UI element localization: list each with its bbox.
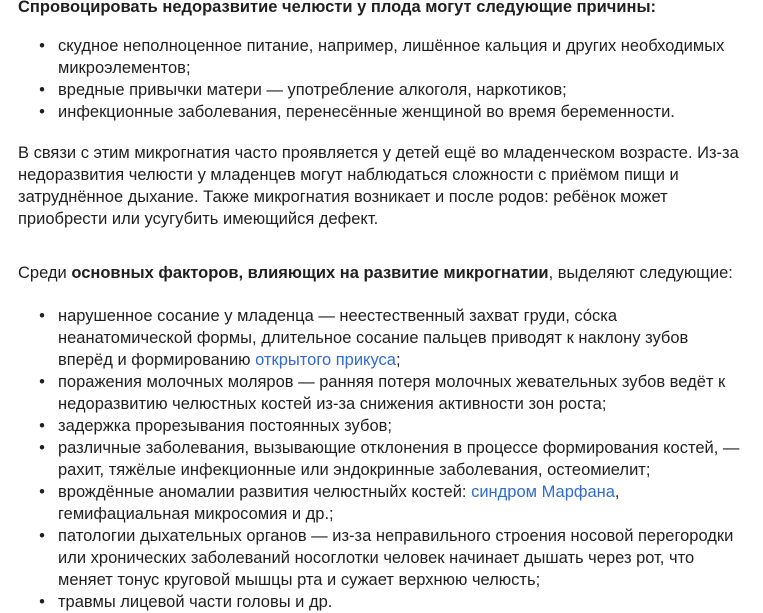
list-item-text: травмы лицевой части головы и др. xyxy=(58,593,333,611)
list-item-text: инфекционные заболевания, перенесённые женщиной во время беременности. xyxy=(58,103,675,121)
list-item xyxy=(18,525,745,591)
list-item xyxy=(18,437,745,481)
causes-heading: Спровоцировать недоразвитие челюсти у плода могут следующие причины: xyxy=(18,0,657,16)
bullet-icon: • xyxy=(39,307,45,325)
causes-list xyxy=(18,35,745,123)
bullet-icon: • xyxy=(39,417,45,435)
list-item-text: нарушенное сосание у младенца — неестественный захват груди, со́ска неанатомической формы, длительное сосание пальцев приводят к наклону зубов вперёд и формированию xyxy=(58,307,689,369)
list-item xyxy=(18,481,745,525)
intro-paragraph: В связи с этим микрогнатия часто проявляется у детей ещё во младенческом возрасте. Из-за недоразвития челюсти у младенцев могут наблюдаться сложности с приёмом пищи и затруднённое дыхание. Также микрогнатия возникает и после родов: ребёнок может приобрести или усугубить имеющийся дефект. xyxy=(18,144,739,228)
list-item-text: задержка прорезывания постоянных зубов; xyxy=(58,417,392,435)
bullet-icon: • xyxy=(39,439,45,457)
marfan-syndrome-link[interactable]: синдром Марфана xyxy=(471,483,615,501)
factors-list xyxy=(18,305,745,613)
list-item xyxy=(18,305,745,371)
list-item xyxy=(18,415,745,437)
bullet-icon: • xyxy=(39,81,45,99)
bullet-icon: • xyxy=(39,103,45,121)
bullet-icon: • xyxy=(39,527,45,545)
list-item xyxy=(18,79,745,101)
list-item-text-end: , гемифациальная микросомия и др.; xyxy=(58,483,620,523)
list-item-text: скудное неполноценное питание, например, лишённое кальция и других необходимых микроэлементов; xyxy=(58,37,725,77)
factors-paragraph xyxy=(18,262,745,284)
list-item-text: врождённые аномалии развития челюстныйх костей: xyxy=(58,483,472,501)
bullet-icon: • xyxy=(39,593,45,611)
factors-text-after: , выделяют следующие: xyxy=(548,264,733,282)
list-item-text: патологии дыхательных органов — из-за неправильного строения носовой перегородки или хронических заболеваний носоглотки человек начинает дышать через рот, что меняет тонус круговой мышцы рта и сужает верхнюю челюсть; xyxy=(58,527,734,589)
list-item-text: поражения молочных моляров — ранняя потеря молочных жевательных зубов ведёт к недоразвитию челюстных костей из-за снижения активности зон роста; xyxy=(58,373,726,413)
factors-text-before: Среди xyxy=(18,264,72,282)
list-item xyxy=(18,101,745,123)
bullet-icon: • xyxy=(39,373,45,391)
list-item xyxy=(18,371,745,415)
list-item-text-end: ; xyxy=(395,351,401,369)
factors-bold-text: основных факторов, влияющих на развитие микрогнатии xyxy=(71,264,549,282)
bullet-icon: • xyxy=(39,483,45,501)
bullet-icon: • xyxy=(39,37,45,55)
list-item xyxy=(18,591,745,613)
list-item-text: вредные привычки матери — употребление алкоголя, наркотиков; xyxy=(58,81,567,99)
open-bite-link[interactable]: открытого прикуса xyxy=(255,351,396,369)
list-item-text: различные заболевания, вызывающие отклонения в процессе формирования костей, — рахит, тяжёлые инфекционные или эндокринные заболевания, остеомиелит; xyxy=(58,439,740,479)
list-item xyxy=(18,35,745,79)
